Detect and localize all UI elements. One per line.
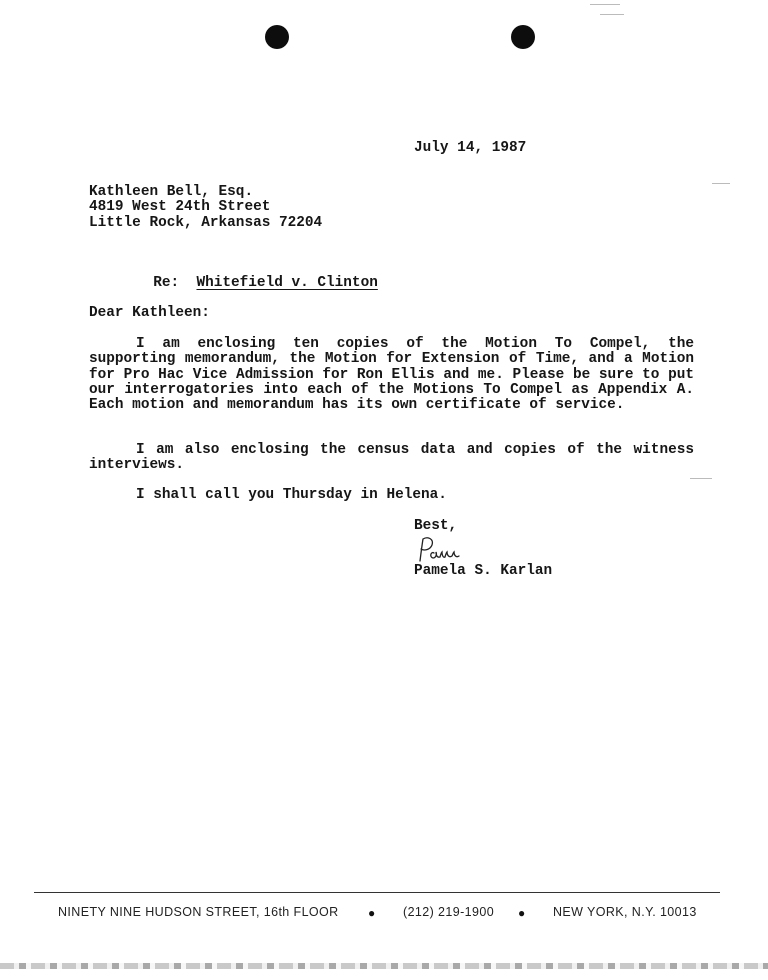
footer-phone: (212) 219-1900 (403, 905, 495, 919)
punch-hole-left (265, 25, 289, 49)
scan-speck (590, 4, 620, 5)
scan-speck (600, 14, 624, 15)
recipient-city: Little Rock, Arkansas 72204 (89, 214, 323, 231)
bullet-separator: ● (518, 906, 526, 920)
footer-address: NINETY NINE HUDSON STREET, 16th FLOOR (58, 905, 339, 919)
closing: Best, (414, 518, 458, 534)
recipient-address (89, 185, 322, 231)
letter-date: July 14, 1987 (414, 140, 527, 156)
signature-mark (414, 535, 464, 565)
re-line (136, 261, 378, 292)
punch-hole-right (511, 25, 535, 49)
recipient-street: 4819 West 24th Street (89, 199, 271, 216)
handwritten-signature (414, 535, 464, 565)
footer-city: NEW YORK, N.Y. 10013 (553, 905, 697, 919)
body-paragraph: I am also enclosing the census data and copies of the witness interviews. (89, 442, 694, 474)
re-title: Whitefield v. Clinton (196, 275, 378, 292)
signer-name: Pamela S. Karlan (414, 563, 553, 579)
bullet-separator: ● (368, 906, 376, 920)
scan-speck (712, 183, 730, 184)
re-label: Re: (153, 275, 180, 292)
body-paragraph: I shall call you Thursday in Helena. (136, 487, 447, 503)
footer-divider (34, 892, 720, 893)
body-paragraph: I am enclosing ten copies of the Motion To Compel, the supporting memorandum, the Motion for Extension of Time, and a Motion for Pro Hac Vice Admission for Ron Ellis and me. Please be sure to put our interrogatories into each of the Motions To Compel as Appendix A. Each motion and memorandum has its own certificate of service. (89, 336, 694, 414)
scan-speck (690, 478, 712, 479)
salutation: Dear Kathleen: (89, 305, 210, 321)
scan-edge-band (0, 963, 768, 969)
recipient-name: Kathleen Bell, Esq. (89, 184, 254, 200)
